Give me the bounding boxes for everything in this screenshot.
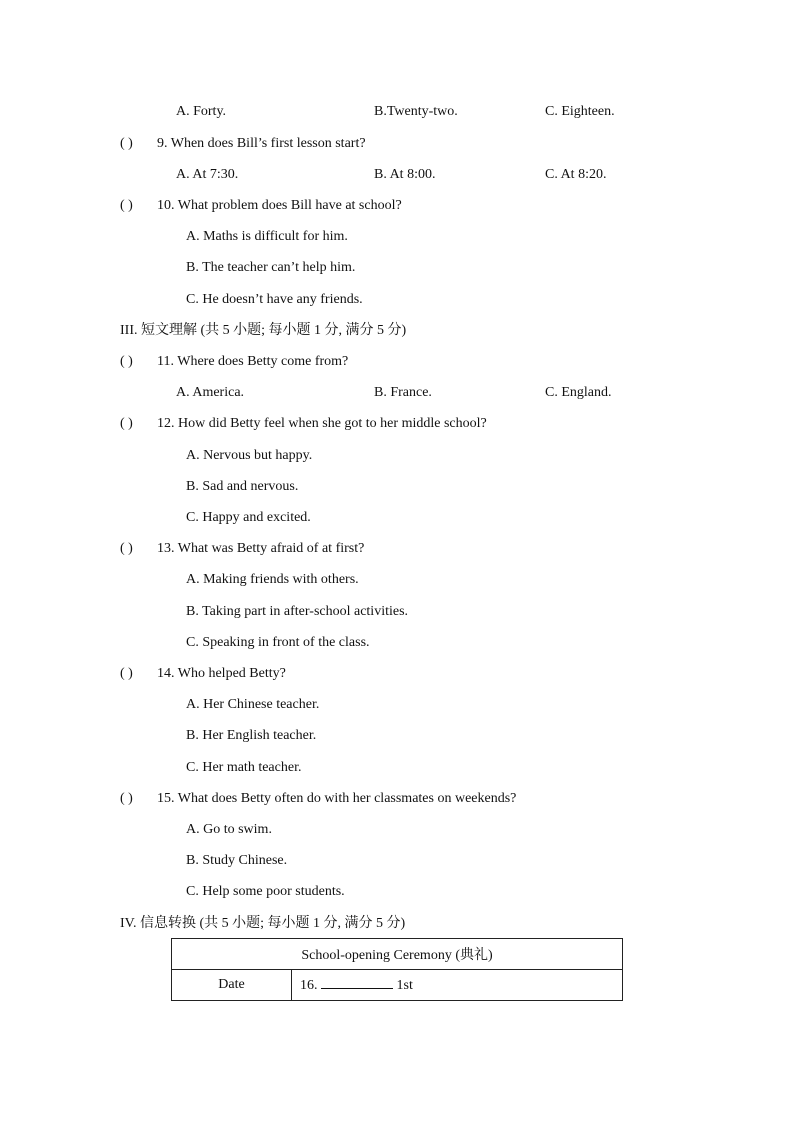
q9-option-b: B. At 8:00. [374, 167, 436, 182]
q8-option-a: A. Forty. [176, 104, 227, 119]
q10-option-a: A. Maths is difficult for him. [186, 229, 348, 244]
q15-question [0, 789, 794, 809]
q15-option-a-row [0, 820, 794, 840]
q10-question [0, 196, 794, 216]
q11-text: 11. Where does Betty come from? [157, 354, 349, 369]
q12-text: 12. How did Betty feel when she got to her middle school? [157, 416, 487, 431]
q13-question [0, 539, 794, 559]
q15-option-b-row [0, 851, 794, 871]
q12-option-b: B. Sad and nervous. [186, 479, 299, 494]
date-label-cell: Date [172, 970, 292, 1001]
date-question-number: 16. [300, 978, 318, 993]
date-value-cell [292, 970, 623, 1001]
q9-question [0, 134, 794, 154]
q14-question [0, 664, 794, 684]
q11-options [0, 383, 794, 403]
q13-option-b-row [0, 602, 794, 622]
q14-option-a-row [0, 695, 794, 715]
q13-option-a-row [0, 570, 794, 590]
q14-option-b: B. Her English teacher. [186, 728, 317, 743]
table-header-cell: School-opening Ceremony (典礼) [172, 939, 623, 970]
q15-option-c-row [0, 882, 794, 902]
q11-option-c: C. England. [545, 385, 612, 400]
q14-option-c-row [0, 758, 794, 778]
q10-option-c: C. He doesn’t have any friends. [186, 292, 363, 307]
q10-option-a-row [0, 227, 794, 247]
q10-option-b-row [0, 258, 794, 278]
q15-text: 15. What does Betty often do with her classmates on weekends? [157, 791, 517, 806]
q8-option-b: B.Twenty-two. [374, 104, 458, 119]
q14-option-a: A. Her Chinese teacher. [186, 697, 320, 712]
section-3-heading [0, 321, 794, 341]
q14-answer-bracket: ( ) [120, 666, 133, 681]
q12-option-a-row [0, 446, 794, 466]
q11-answer-bracket: ( ) [120, 354, 133, 369]
q10-text: 10. What problem does Bill have at school? [157, 198, 402, 213]
q9-text: 9. When does Bill’s first lesson start? [157, 136, 366, 151]
q12-answer-bracket: ( ) [120, 416, 133, 431]
q13-option-a: A. Making friends with others. [186, 572, 359, 587]
q15-option-c: C. Help some poor students. [186, 884, 345, 899]
q14-option-c: C. Her math teacher. [186, 760, 302, 775]
q10-answer-bracket: ( ) [120, 198, 133, 213]
q15-option-b: B. Study Chinese. [186, 853, 288, 868]
date-answer-blank[interactable] [321, 976, 393, 989]
q10-option-b: B. The teacher can’t help him. [186, 260, 356, 275]
table-header-row [172, 939, 623, 970]
q14-option-b-row [0, 726, 794, 746]
date-suffix: 1st [396, 978, 413, 993]
q12-option-c-row [0, 508, 794, 528]
info-transfer-table [171, 938, 623, 1001]
q13-option-c-row [0, 633, 794, 653]
q9-options [0, 165, 794, 185]
q8-option-c: C. Eighteen. [545, 104, 615, 119]
q13-answer-bracket: ( ) [120, 541, 133, 556]
q15-answer-bracket: ( ) [120, 791, 133, 806]
section-4-heading [0, 914, 794, 934]
q15-option-a: A. Go to swim. [186, 822, 272, 837]
q10-option-c-row [0, 290, 794, 310]
table-row [172, 970, 623, 1001]
q12-option-c: C. Happy and excited. [186, 510, 311, 525]
q12-question [0, 414, 794, 434]
q9-option-a: A. At 7:30. [176, 167, 239, 182]
q13-option-c: C. Speaking in front of the class. [186, 635, 370, 650]
q11-option-b: B. France. [374, 385, 432, 400]
q12-option-a: A. Nervous but happy. [186, 448, 313, 463]
section-3-title: III. 短文理解 (共 5 小题; 每小题 1 分, 满分 5 分) [120, 323, 407, 338]
section-4-title: IV. 信息转换 (共 5 小题; 每小题 1 分, 满分 5 分) [120, 916, 406, 931]
q11-question [0, 352, 794, 372]
q9-answer-bracket: ( ) [120, 136, 133, 151]
q12-option-b-row [0, 477, 794, 497]
q13-option-b: B. Taking part in after-school activities. [186, 604, 409, 619]
q14-text: 14. Who helped Betty? [157, 666, 286, 681]
q8-options [0, 102, 794, 122]
q13-text: 13. What was Betty afraid of at first? [157, 541, 365, 556]
q11-option-a: A. America. [176, 385, 245, 400]
q9-option-c: C. At 8:20. [545, 167, 607, 182]
